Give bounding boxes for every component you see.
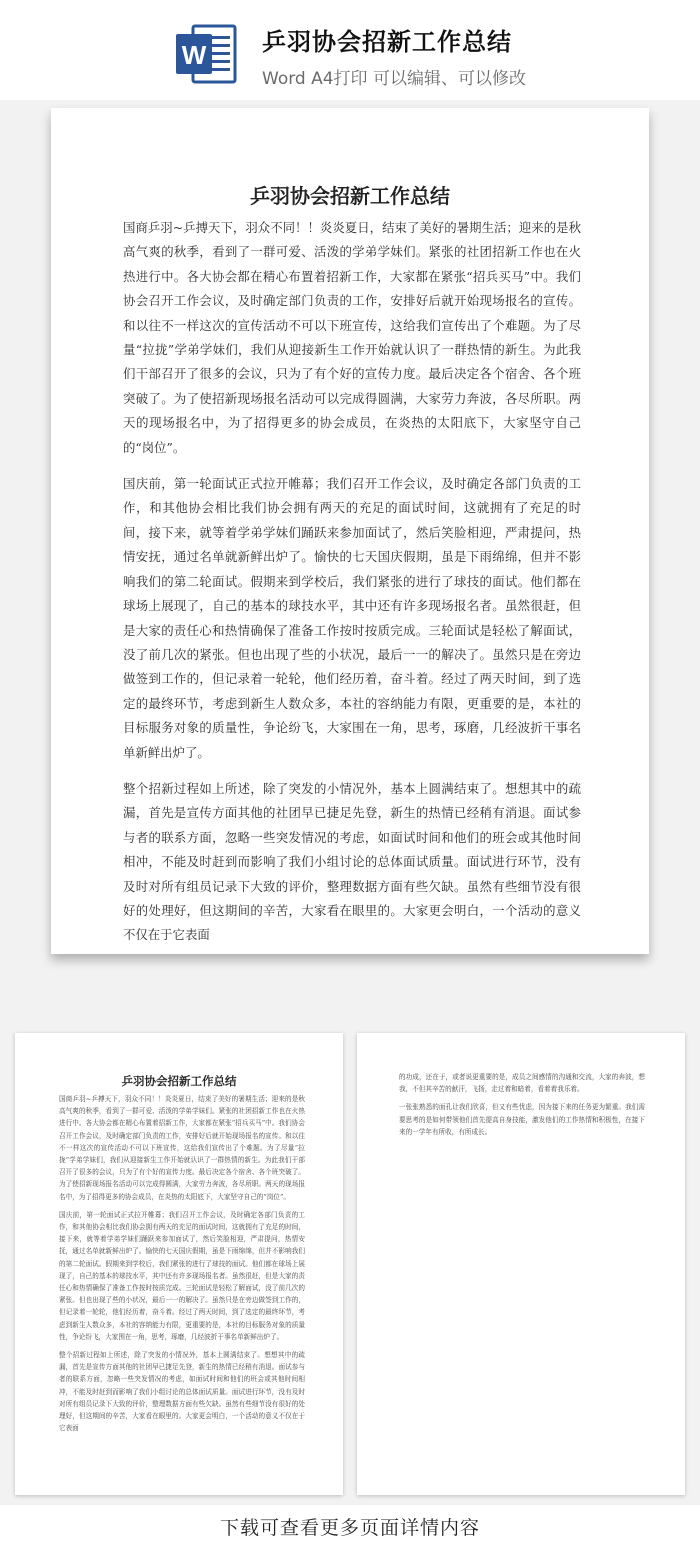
word-document-icon xyxy=(173,20,241,88)
document-title: 乒羽协会招新工作总结 xyxy=(250,184,450,208)
footer xyxy=(0,1505,700,1557)
document-paragraph: 国庆前，第一轮面试正式拉开帷幕；我们召开工作会议，及时确定各部门负责的工作，和其他协会相比我们协会拥有两天的充足的面试时间，这就拥有了充足的时间，接下来，就等着学弟学妹们踊跃来参加面试了，然后笑脸相迎，严肃提问，热情安抚，通过名单就新鲜出炉了。愉快的七天国庆假期，虽是下雨绵绵，但并不影响我们的第二轮面试。假期来到学校后，我们紧张的进行了球技的面试。他们都在球场上展现了，自己的基本的球技水平，其中还有许多现场报名者。虽然很赶，但是大家的责任心和热情确保了准备工作按时按质完成。三轮面试是轻松了解面试，没了前几次的紧张。但也出现了些的小状况，最后一一的解决了。虽然只是在旁边做签到工作的，但记录着一轮轮，他们经历着，奋斗着。经过了两天时间，到了选定的最终环节，考虑到新生人数众多，本社的容纳能力有限，更重要的是，本社的目标服务对象的质量性，争论纷飞，大家围在一角，思考，琢磨，几经波折干事名单新鲜出炉了。 xyxy=(123,476,581,760)
download-more-caption[interactable]: 下载可查看更多页面详情内容 xyxy=(219,1517,480,1539)
thumbnail-paragraph: 国庆前，第一轮面试正式拉开帷幕；我们召开工作会议，及时确定各部门负责的工作，和其他协会相比我们协会拥有两天的充足的面试时间，这就拥有了充足的时间，接下来，就等着学弟学妹们踊跃来参加面试了，然后笑脸相迎，严肃提问，热情安抚，通过名单就新鲜出炉了。愉快的七天国庆假期，虽是下雨绵绵，但并不影响我们的第二轮面试。假期来到学校后，我们紧张的进行了球技的面试。他们都在球场上展现了，自己的基本的球技水平，其中还有许多现场报名者。虽然很赶，但是大家的责任心和热情确保了准备工作按时按质完成。三轮面试是轻松了解面试，没了前几次的紧张。但也出现了些的小状况，最后一一的解决了。虽然只是在旁边做签到工作的，但记录着一轮轮，他们经历着，奋斗着。经过了两天时间，到了选定的最终环节，考虑到新生人数众多，本社的容纳能力有限，更重要的是，本社的目标服务对象的质量性，争论纷飞，大家围在一角，思考，琢磨，几经波折干事名单新鲜出炉了。 xyxy=(59,1210,305,1341)
thumbnail-paragraph: 一张张熟悉的面孔让我们欣喜，但又有些忧虑，因为接下来的任务更为繁重。我们需要思考的是如何带领他们首先提高自身技能，激发他们的工作热情和积极性，在接下来的一学年有所收，有所成长。 xyxy=(399,1103,645,1136)
word-icon-letter: W xyxy=(181,40,207,70)
header-banner xyxy=(0,0,700,100)
thumbnail-paragraph: 国商乒羽~乒搏天下，羽众不同！！炎炎夏日，结束了美好的暑期生活；迎来的是秋高气爽的秋季，看到了一群可爱、活泼的学弟学妹们。紧张的社团招新工作也在火热进行中。各大协会都在精心布置着招新工作，大家都在紧张“招兵买马”中。我们协会召开工作会议，及时确定部门负责的工作，安排好后就开始现场报名的宣传。和以往不一样这次的宣传活动不可以下班宣传，这给我们宣传出了个难题。为了尽量“拉拢”学弟学妹们，我们从迎接新生工作开始就认识了一群热情的新生。为此我们干部召开了很多的会议，只为了有个好的宣传力度。最后决定各个宿舍、各个班突破了。为了使招新现场报名活动可以完成得圆满，大家劳力奔波，各尽所职。两天的现场报名中，为了招得更多的协会成员，在炎热的太阳底下，大家坚守自己的“岗位”。 xyxy=(59,1095,305,1201)
page-title: 乒羽协会招新工作总结 xyxy=(262,28,512,56)
thumbnail-page-1[interactable] xyxy=(15,1033,343,1495)
thumbnail-page-2[interactable] xyxy=(357,1033,685,1495)
thumbnail-paragraph: 整个招新过程如上所述，除了突发的小情况外，基本上圆满结束了。想想其中的疏漏，首先是宣传方面其他的社团早已捷足先登，新生的热情已经稍有消退。面试参与者的联系方面，忽略一些突发情况的考虑，如面试时间和他们的班会或其他时间相冲，不能及时赶到而影响了我们小组讨论的总体面试质量。面试进行环节，没有及时对所有组员记录下大致的评价，整理数据方面有些欠缺。虽然有些细节没有很好的处理好，但这期间的辛苦，大家看在眼里的。大家更会明白，一个活动的意义不仅在于它表面 xyxy=(59,1351,305,1433)
thumbnail-paragraph: 的功成，还在于，或者说更重要的是，成员之间感情的沟通和交流，大家的奔波，想我，不但其辛苦的献汗，飞扬，走过着和暗着，看着着我乐着。 xyxy=(399,1073,645,1094)
document-preview-page[interactable] xyxy=(51,108,649,954)
document-body xyxy=(123,216,581,948)
document-paragraph: 整个招新过程如上所述，除了突发的小情况外，基本上圆满结束了。想想其中的疏漏，首先是宣传方面其他的社团早已捷足先登，新生的热情已经稍有消退。面试参与者的联系方面，忽略一些突发情况的考虑，如面试时间和他们的班会或其他时间相冲，不能及时赶到而影响了我们小组讨论的总体面试质量。面试进行环节，没有及时对所有组员记录下大致的评价，整理数据方面有些欠缺。虽然有些细节没有很好的处理好，但这期间的辛苦，大家看在眼里的。大家更会明白，一个活动的意义不仅在于它表面 xyxy=(123,780,581,943)
thumbnail-body xyxy=(399,1071,645,1144)
thumbnail-title: 乒羽协会招新工作总结 xyxy=(121,1074,237,1088)
page-subtitle: Word A4打印 可以编辑、可以修改 xyxy=(262,69,526,89)
thumbnail-body xyxy=(59,1093,305,1440)
document-paragraph: 国商乒羽~乒搏天下，羽众不同！！炎炎夏日，结束了美好的暑期生活；迎来的是秋高气爽的秋季，看到了一群可爱、活泼的学弟学妹们。紧张的社团招新工作也在火热进行中。各大协会都在精心布置着招新工作，大家都在紧张“招兵买马”中。我们协会召开工作会议，及时确定部门负责的工作，安排好后就开始现场报名的宣传。和以往不一样这次的宣传活动不可以下班宣传，这给我们宣传出了个难题。为了尽量“拉拢”学弟学妹们，我们从迎接新生工作开始就认识了一群热情的新生。为此我们干部召开了很多的会议，只为了有个好的宣传力度。最后决定各个宿舍、各个班突破了。为了使招新现场报名活动可以完成得圆满，大家劳力奔波，各尽所职。两天的现场报名中，为了招得更多的协会成员，在炎热的太阳底下，大家坚守自己的“岗位”。 xyxy=(123,220,581,455)
